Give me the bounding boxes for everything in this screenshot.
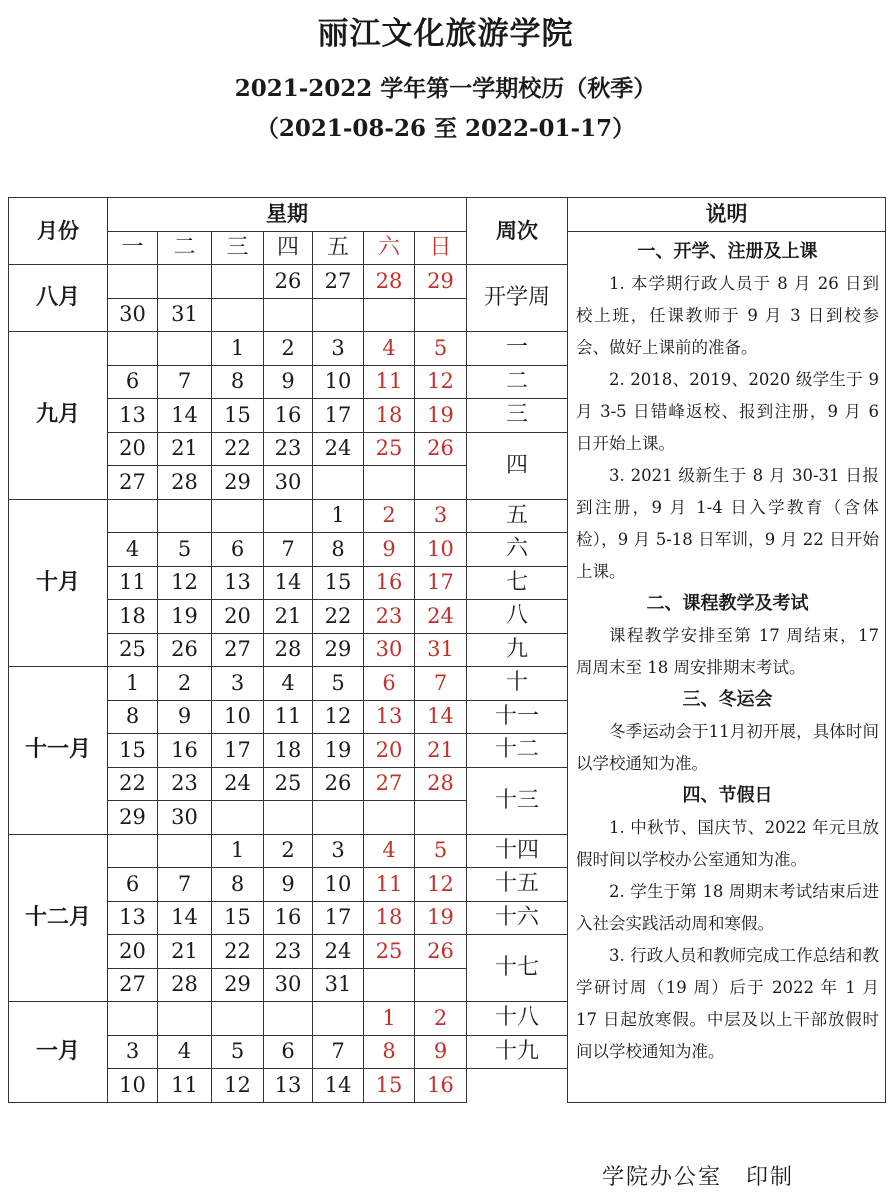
week-number: 六 <box>467 533 568 567</box>
day-cell: 15 <box>364 1069 415 1103</box>
day-cell: 28 <box>158 968 212 1002</box>
day-cell: 9 <box>264 365 313 399</box>
day-cell <box>108 834 158 868</box>
day-cell: 27 <box>108 968 158 1002</box>
week-number: 十七 <box>467 935 568 1002</box>
day-cell: 11 <box>364 365 415 399</box>
day-cell: 3 <box>415 499 467 533</box>
day-cell: 20 <box>364 734 415 768</box>
day-cell: 18 <box>364 901 415 935</box>
week-number: 十六 <box>467 901 568 935</box>
notes-panel <box>568 231 886 1102</box>
day-cell: 10 <box>108 1069 158 1103</box>
day-cell: 12 <box>415 868 467 902</box>
day-cell <box>158 1002 212 1036</box>
day-cell: 14 <box>158 901 212 935</box>
footer-printer: 学院办公室 印制 <box>602 1165 795 1190</box>
day-cell: 26 <box>264 265 313 299</box>
week-number: 三 <box>467 399 568 433</box>
day-cell: 29 <box>313 633 364 667</box>
day-cell: 22 <box>212 432 264 466</box>
header-week-no: 周次 <box>467 198 568 265</box>
day-cell: 9 <box>415 1035 467 1069</box>
notes-section-heading: 三、冬运会 <box>682 688 773 710</box>
day-cell: 2 <box>415 1002 467 1036</box>
day-cell: 17 <box>415 566 467 600</box>
day-cell: 9 <box>158 700 212 734</box>
weekday-header: 三 <box>212 231 264 265</box>
day-cell: 10 <box>415 533 467 567</box>
day-cell: 14 <box>158 399 212 433</box>
day-cell: 31 <box>158 298 212 332</box>
week-number: 一 <box>467 332 568 366</box>
day-cell: 8 <box>364 1035 415 1069</box>
day-cell: 21 <box>158 432 212 466</box>
notes-paragraph: 1. 本学期行政人员于 8 月 26 日到校上班，任课教师于 9 月 3 日到校参会、做好上课前的准备。 <box>576 273 879 357</box>
header-weekday-group: 星期 <box>108 198 467 232</box>
day-cell <box>264 298 313 332</box>
day-cell: 4 <box>158 1035 212 1069</box>
weekday-header: 日 <box>415 231 467 265</box>
day-cell: 28 <box>158 466 212 500</box>
day-cell <box>212 1002 264 1036</box>
day-cell <box>364 968 415 1002</box>
day-cell: 16 <box>264 399 313 433</box>
day-cell <box>158 834 212 868</box>
notes-paragraph: 2. 学生于第 18 周期末考试结束后进入社会实践活动周和寒假。 <box>576 881 879 933</box>
notes-paragraph: 冬季运动会于11月初开展，具体时间以学校通知为准。 <box>576 721 879 773</box>
day-cell: 26 <box>158 633 212 667</box>
day-cell: 27 <box>313 265 364 299</box>
day-cell: 9 <box>364 533 415 567</box>
month-label: 八月 <box>9 265 108 332</box>
day-cell: 23 <box>158 767 212 801</box>
day-cell: 29 <box>415 265 467 299</box>
day-cell: 1 <box>313 499 364 533</box>
week-number: 五 <box>467 499 568 533</box>
school-name: 丽江文化旅游学院 <box>317 16 574 52</box>
day-cell: 25 <box>264 767 313 801</box>
day-cell <box>415 801 467 835</box>
day-cell: 25 <box>108 633 158 667</box>
day-cell: 1 <box>212 834 264 868</box>
notes-paragraph: 3. 2021 级新生于 8 月 30-31 日报到注册，9 月 1-4 日入学教育（含体检），9 月 5-18 日军训，9 月 22 日开始上课。 <box>576 465 879 581</box>
day-cell: 28 <box>264 633 313 667</box>
day-cell: 4 <box>264 667 313 701</box>
day-cell: 24 <box>313 432 364 466</box>
day-cell: 26 <box>415 935 467 969</box>
day-cell: 3 <box>108 1035 158 1069</box>
day-cell: 18 <box>364 399 415 433</box>
day-cell: 11 <box>264 700 313 734</box>
day-cell: 25 <box>364 935 415 969</box>
day-cell <box>158 499 212 533</box>
day-cell: 8 <box>108 700 158 734</box>
week-number: 十四 <box>467 834 568 868</box>
header-notes: 说明 <box>568 198 886 232</box>
day-cell: 19 <box>313 734 364 768</box>
day-cell: 26 <box>313 767 364 801</box>
day-cell: 2 <box>158 667 212 701</box>
month-label: 九月 <box>9 332 108 500</box>
day-cell: 12 <box>313 700 364 734</box>
day-cell: 21 <box>158 935 212 969</box>
day-cell: 5 <box>313 667 364 701</box>
day-cell: 28 <box>364 265 415 299</box>
day-cell: 14 <box>415 700 467 734</box>
day-cell: 30 <box>264 968 313 1002</box>
notes-section-heading: 四、节假日 <box>682 784 773 806</box>
weekday-header: 一 <box>108 231 158 265</box>
day-cell: 23 <box>264 432 313 466</box>
day-cell: 5 <box>212 1035 264 1069</box>
day-cell: 13 <box>264 1069 313 1103</box>
day-cell: 3 <box>212 667 264 701</box>
day-cell: 29 <box>212 466 264 500</box>
day-cell <box>364 801 415 835</box>
day-cell: 20 <box>212 600 264 634</box>
day-cell: 16 <box>264 901 313 935</box>
notes-section-heading: 二、课程教学及考试 <box>646 592 809 614</box>
day-cell: 3 <box>313 834 364 868</box>
day-cell: 7 <box>415 667 467 701</box>
day-cell <box>212 298 264 332</box>
week-number: 四 <box>467 432 568 499</box>
week-number: 十 <box>467 667 568 701</box>
day-cell: 6 <box>264 1035 313 1069</box>
day-cell: 9 <box>264 868 313 902</box>
day-cell: 19 <box>415 901 467 935</box>
day-cell <box>212 265 264 299</box>
day-cell: 1 <box>108 667 158 701</box>
day-cell: 31 <box>313 968 364 1002</box>
day-cell: 29 <box>212 968 264 1002</box>
day-cell: 24 <box>415 600 467 634</box>
day-cell: 14 <box>313 1069 364 1103</box>
day-cell: 10 <box>313 868 364 902</box>
day-cell: 5 <box>415 834 467 868</box>
day-cell: 29 <box>108 801 158 835</box>
week-number: 七 <box>467 566 568 600</box>
month-label: 十二月 <box>9 834 108 1002</box>
day-cell: 13 <box>108 399 158 433</box>
month-label: 十月 <box>9 499 108 667</box>
day-cell: 2 <box>364 499 415 533</box>
day-cell <box>364 298 415 332</box>
day-cell <box>108 265 158 299</box>
day-cell: 7 <box>158 365 212 399</box>
day-cell: 30 <box>158 801 212 835</box>
day-cell: 18 <box>108 600 158 634</box>
day-cell: 2 <box>264 332 313 366</box>
day-cell: 16 <box>158 734 212 768</box>
day-cell: 5 <box>415 332 467 366</box>
day-cell <box>313 298 364 332</box>
day-cell <box>415 466 467 500</box>
day-cell: 30 <box>264 466 313 500</box>
week-number: 开学周 <box>467 265 568 332</box>
day-cell: 13 <box>364 700 415 734</box>
day-cell: 12 <box>158 566 212 600</box>
day-cell: 16 <box>364 566 415 600</box>
day-cell: 7 <box>158 868 212 902</box>
day-cell: 15 <box>313 566 364 600</box>
notes-paragraph: 课程教学安排至第 17 周结束，17 周周末至 18 周安排期末考试。 <box>576 625 879 677</box>
day-cell <box>313 466 364 500</box>
day-cell: 8 <box>313 533 364 567</box>
month-label: 一月 <box>9 1002 108 1103</box>
day-cell: 15 <box>108 734 158 768</box>
day-cell: 13 <box>108 901 158 935</box>
day-cell: 23 <box>264 935 313 969</box>
weekday-header: 二 <box>158 231 212 265</box>
week-number: 十五 <box>467 868 568 902</box>
day-cell: 14 <box>264 566 313 600</box>
day-cell <box>158 332 212 366</box>
day-cell: 26 <box>415 432 467 466</box>
day-cell: 17 <box>313 399 364 433</box>
day-cell: 1 <box>212 332 264 366</box>
notes-section-heading: 一、开学、注册及上课 <box>637 240 818 262</box>
day-cell <box>364 466 415 500</box>
day-cell: 11 <box>108 566 158 600</box>
day-cell: 27 <box>364 767 415 801</box>
day-cell: 10 <box>313 365 364 399</box>
day-cell <box>415 298 467 332</box>
day-cell <box>264 801 313 835</box>
day-cell <box>158 265 212 299</box>
day-cell: 30 <box>364 633 415 667</box>
day-cell: 24 <box>313 935 364 969</box>
day-cell: 13 <box>212 566 264 600</box>
notes-paragraph: 1. 中秋节、国庆节、2022 年元旦放假时间以学校办公室通知为准。 <box>576 817 879 869</box>
day-cell <box>108 332 158 366</box>
day-cell: 31 <box>415 633 467 667</box>
day-cell: 8 <box>212 365 264 399</box>
day-cell: 7 <box>313 1035 364 1069</box>
day-cell: 2 <box>264 834 313 868</box>
day-cell <box>212 499 264 533</box>
day-cell: 20 <box>108 432 158 466</box>
day-cell: 27 <box>108 466 158 500</box>
day-cell: 6 <box>212 533 264 567</box>
day-cell: 22 <box>313 600 364 634</box>
day-cell <box>415 968 467 1002</box>
weekday-header: 六 <box>364 231 415 265</box>
day-cell: 23 <box>364 600 415 634</box>
week-number: 二 <box>467 365 568 399</box>
notes-paragraph: 2. 2018、2019、2020 级学生于 9 月 3-5 日错峰返校、报到注册，9 月 6 日开始上课。 <box>576 369 879 453</box>
day-cell <box>313 1002 364 1036</box>
week-number: 十九 <box>467 1035 568 1069</box>
weekday-header: 四 <box>264 231 313 265</box>
day-cell <box>313 801 364 835</box>
day-cell: 21 <box>264 600 313 634</box>
day-cell: 6 <box>364 667 415 701</box>
day-cell: 6 <box>108 868 158 902</box>
day-cell <box>264 1002 313 1036</box>
day-cell: 21 <box>415 734 467 768</box>
week-number: 十八 <box>467 1002 568 1036</box>
week-number: 十三 <box>467 767 568 834</box>
day-cell <box>108 1002 158 1036</box>
day-cell: 22 <box>212 935 264 969</box>
day-cell: 18 <box>264 734 313 768</box>
day-cell: 25 <box>364 432 415 466</box>
school-calendar-table <box>8 197 886 1103</box>
day-cell: 19 <box>415 399 467 433</box>
day-cell <box>108 499 158 533</box>
day-cell <box>212 801 264 835</box>
week-number: 十二 <box>467 734 568 768</box>
calendar-title: 2021-2022 学年第一学期校历（秋季） <box>234 75 657 102</box>
day-cell: 20 <box>108 935 158 969</box>
day-cell: 6 <box>108 365 158 399</box>
day-cell: 28 <box>415 767 467 801</box>
weekday-header: 五 <box>313 231 364 265</box>
week-number: 八 <box>467 600 568 634</box>
day-cell: 8 <box>212 868 264 902</box>
day-cell: 30 <box>108 298 158 332</box>
day-cell: 4 <box>108 533 158 567</box>
week-number: 十一 <box>467 700 568 734</box>
week-number: 九 <box>467 633 568 667</box>
day-cell: 11 <box>364 868 415 902</box>
day-cell: 27 <box>212 633 264 667</box>
day-cell <box>264 499 313 533</box>
day-cell: 17 <box>212 734 264 768</box>
day-cell: 1 <box>364 1002 415 1036</box>
header-month: 月份 <box>9 198 108 265</box>
day-cell: 24 <box>212 767 264 801</box>
day-cell: 22 <box>108 767 158 801</box>
day-cell: 12 <box>212 1069 264 1103</box>
day-cell: 7 <box>264 533 313 567</box>
day-cell: 15 <box>212 399 264 433</box>
day-cell: 12 <box>415 365 467 399</box>
day-cell: 15 <box>212 901 264 935</box>
day-cell: 4 <box>364 332 415 366</box>
day-cell: 19 <box>158 600 212 634</box>
month-label: 十一月 <box>9 667 108 835</box>
day-cell: 3 <box>313 332 364 366</box>
day-cell: 10 <box>212 700 264 734</box>
date-range: （2021-08-26 至 2022-01-17） <box>255 115 636 142</box>
day-cell: 17 <box>313 901 364 935</box>
day-cell: 5 <box>158 533 212 567</box>
notes-paragraph: 3. 行政人员和教师完成工作总结和教学研讨周（19 周）后于 2022 年 1 月 17 日起放寒假。中层及以上干部放假时间以学校通知为准。 <box>576 945 879 1061</box>
day-cell: 11 <box>158 1069 212 1103</box>
day-cell: 4 <box>364 834 415 868</box>
day-cell: 16 <box>415 1069 467 1103</box>
